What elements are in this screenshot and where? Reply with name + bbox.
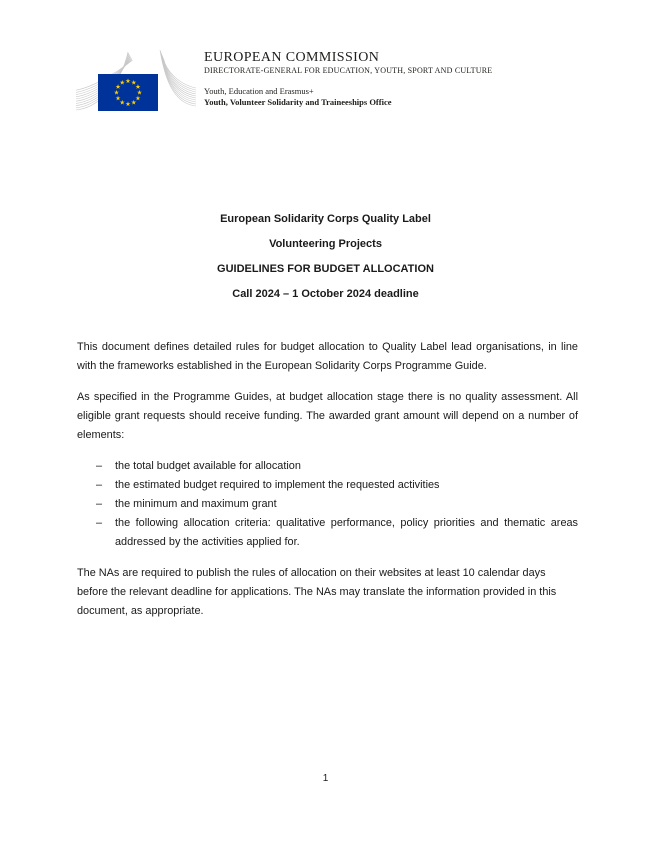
page-number: 1	[322, 773, 329, 784]
office-line: Youth, Volunteer Solidarity and Traineeships Office	[204, 96, 392, 107]
dash-marker: –	[96, 479, 103, 491]
list-item-text: the estimated budget required to implement the requested activities	[115, 479, 440, 491]
list-item	[77, 457, 578, 476]
dash-marker: –	[96, 460, 103, 472]
list-item	[77, 476, 578, 495]
list-item	[77, 514, 578, 552]
page-footer	[0, 773, 651, 784]
paragraph-intro: This document defines detailed rules for budget allocation to Quality Label lead organisations, in line with the frameworks established in the European Solidarity Corps Programme Guide.	[77, 341, 578, 372]
list-item-text: the total budget available for allocation	[115, 460, 301, 472]
letterhead	[204, 50, 604, 107]
eu-flag-icon	[98, 74, 158, 111]
document-title-line-2: Volunteering Projects	[269, 238, 382, 250]
directorate-general-line: DIRECTORATE-GENERAL FOR EDUCATION, YOUTH, SPORT AND CULTURE	[204, 66, 493, 75]
institution-name: EUROPEAN COMMISSION	[204, 50, 380, 65]
dash-marker: –	[96, 498, 103, 510]
ec-swoosh-right-icon	[160, 50, 196, 106]
bullet-list	[77, 457, 578, 552]
document-body	[77, 338, 578, 633]
document-title-line-3: GUIDELINES FOR BUDGET ALLOCATION	[217, 263, 434, 275]
list-item-text: the minimum and maximum grant	[115, 498, 277, 510]
ec-logo-graphic	[76, 48, 196, 112]
dash-marker: –	[96, 517, 103, 529]
department-line: Youth, Education and Erasmus+	[204, 86, 314, 96]
document-title-line-1: European Solidarity Corps Quality Label	[220, 213, 431, 225]
paragraph-allocation: As specified in the Programme Guides, at budget allocation stage there is no quality assessment. All eligible grant requests should receive funding. The awarded grant amount will depend on a number of elements:	[77, 391, 578, 441]
title-block	[0, 207, 651, 307]
european-commission-logo	[76, 48, 196, 112]
paragraph-nas: The NAs are required to publish the rules of allocation on their websites at least 10 calendar days before the relevant deadline for applications. The NAs may translate the information provided in this document, as appropriate.	[77, 567, 557, 617]
document-title-line-4: Call 2024 – 1 October 2024 deadline	[232, 288, 419, 300]
list-item	[77, 495, 578, 514]
list-item-text: the following allocation criteria: qualitative performance, policy priorities and thematic areas addressed by the activities applied for.	[115, 517, 578, 548]
